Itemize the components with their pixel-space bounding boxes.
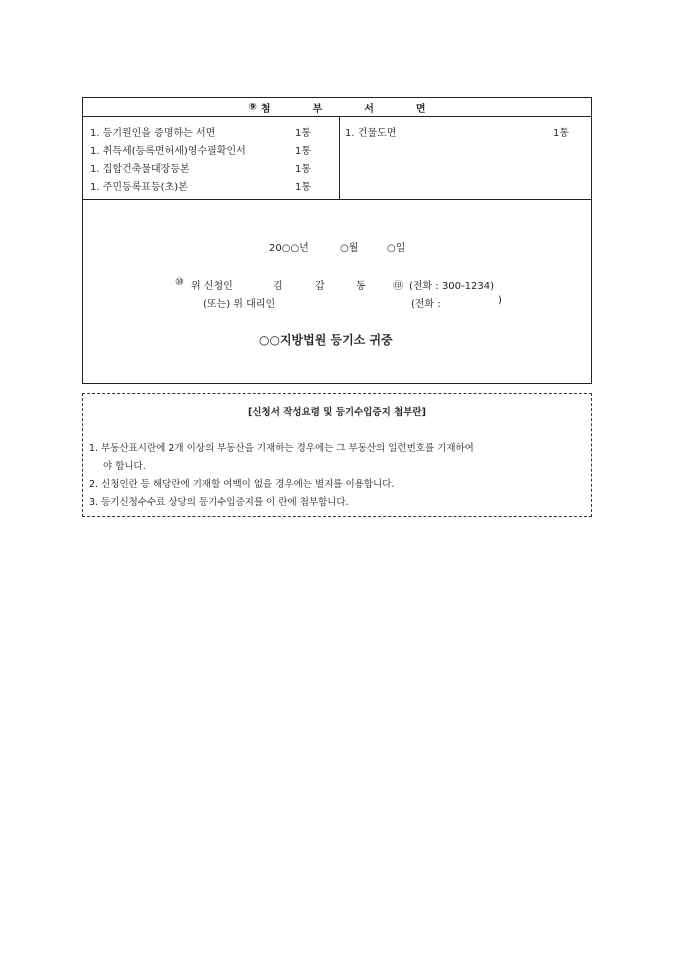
attachments-list [83,116,591,200]
agent-phone-label: (전화 : [411,299,441,310]
instruction-line: 야 합니다. [103,461,146,472]
seal-mark: ㊞ [393,281,403,292]
instructions-box [82,393,592,517]
attachment-item: 1. 주민등록표등(초)본 [90,182,188,193]
instructions-title: [신청서 작성요령 및 등기수입증지 첩부란] [248,407,426,418]
header-word-4: 면 [415,103,426,115]
applicant-name-char: 김 [273,281,283,292]
header-word-3: 서 [364,103,374,115]
attachment-item: 1. 건물도면 [345,128,397,139]
attachment-count: 1통 [295,182,312,193]
column-divider [339,116,340,199]
header-word-1: 첨 [260,103,271,115]
header-word-2: 부 [312,103,323,115]
attachment-count: 1통 [295,146,312,157]
instruction-line: 2. 신청인란 등 해당란에 기재할 여백이 없을 경우에는 별지를 이용합니다. [89,479,395,490]
attachment-item: 1. 취득세(등록면허세)영수필확인서 [90,146,246,157]
attachment-count: 1통 [295,128,312,139]
date-year: 20○○년 [269,243,309,254]
attachment-item: 1. 집합건축물대장등본 [90,164,190,175]
applicant-mark: ⑩ [175,277,184,288]
agent-phone-close: ) [498,295,502,306]
applicant-label: 위 신청인 [191,281,233,292]
agent-label: (또는) 위 대리인 [203,299,276,310]
instruction-line: 1. 부동산표시란에 2개 이상의 부동산을 기재하는 경우에는 그 부동산의 일련번호를 기재하여 [89,443,474,454]
applicant-name-char: 갑 [315,281,325,292]
attachment-count: 1통 [553,128,570,139]
applicant-phone: (전화 : 300-1234) [409,281,494,292]
instruction-line: 3. 등기신청수수료 상당의 등기수입증지를 이 란에 첩부합니다. [89,497,349,508]
attachment-count: 1통 [295,164,312,175]
header-mark: ⑨ [248,101,257,113]
date-month: ○월 [340,243,359,254]
applicant-name-char: 동 [356,281,366,292]
court-addressee: ○○지방법원 등기소 귀중 [259,333,393,347]
attachments-header [83,98,591,117]
date-day: ○일 [387,243,406,254]
attachment-item: 1. 등기원인을 증명하는 서면 [90,128,216,139]
form-box [82,97,592,384]
